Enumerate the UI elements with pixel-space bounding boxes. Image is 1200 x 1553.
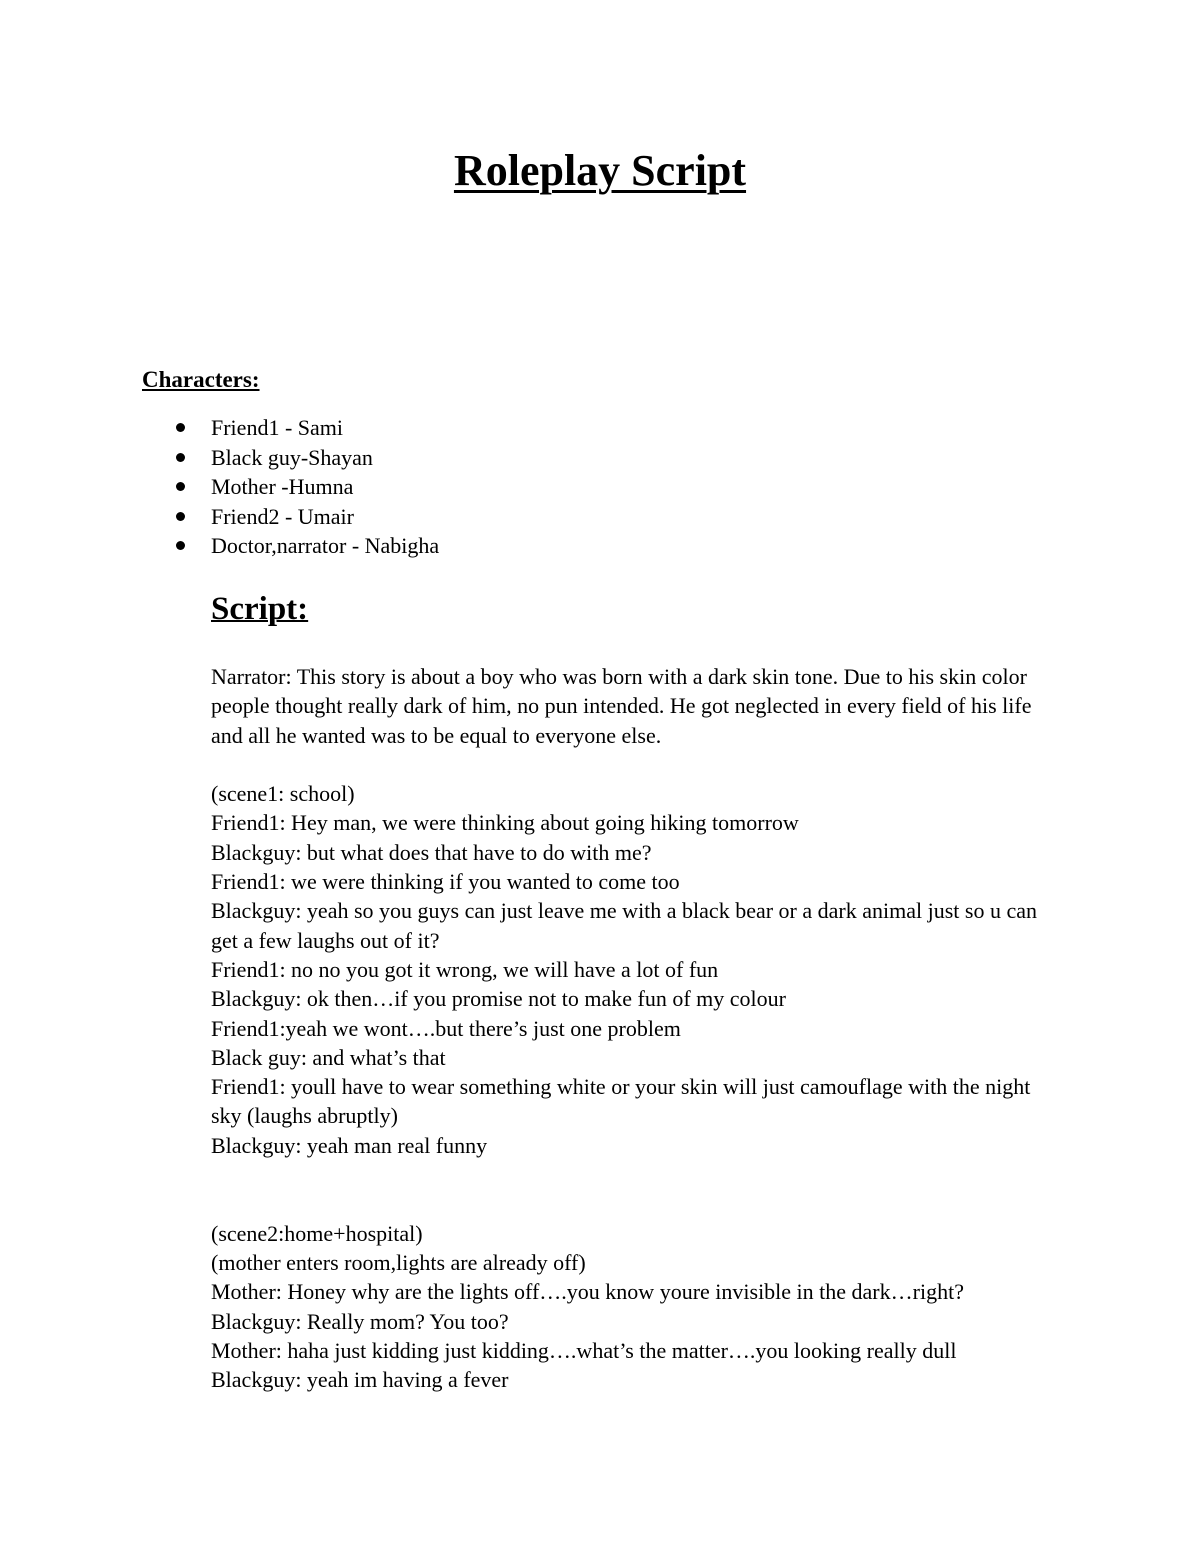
character-item	[142, 413, 439, 443]
script-body	[211, 662, 1071, 1394]
narration-paragraph: Narrator: This story is about a boy who was born with a dark skin tone. Due to his skin color people thought really dark of him, no pun intended. He got neglected in every field of his life and all he wanted was to be equal to everyone else.	[211, 664, 1032, 748]
character-label: Friend1 - Sami	[211, 415, 343, 440]
character-label: Doctor,narrator - Nabigha	[211, 533, 440, 558]
character-item	[142, 502, 439, 532]
character-item	[142, 531, 439, 561]
bullet-icon	[176, 453, 185, 462]
scene-heading: (scene2:home+hospital)	[211, 1220, 423, 1246]
dialogue-line: Blackguy: ok then…if you promise not to make fun of my colour	[211, 986, 786, 1012]
document-title: Roleplay Script	[453, 146, 747, 195]
character-item	[142, 472, 439, 502]
bullet-icon	[176, 512, 185, 521]
bullet-icon	[176, 541, 185, 550]
character-item	[142, 443, 439, 473]
dialogue-line: Mother: Honey why are the lights off….you know youre invisible in the dark…right?	[211, 1279, 964, 1305]
paragraph-spacer	[211, 750, 1071, 779]
dialogue-line: Blackguy: but what does that have to do with me?	[211, 839, 652, 865]
dialogue-line: Blackguy: yeah man real funny	[211, 1132, 488, 1158]
character-list	[142, 413, 439, 561]
character-label: Black guy-Shayan	[211, 444, 373, 470]
dialogue-line: Blackguy: Really mom? You too?	[211, 1308, 509, 1334]
dialogue-line: Friend1: we were thinking if you wanted to come too	[211, 869, 680, 895]
dialogue-line: Mother: haha just kidding just kidding….what’s the matter….you looking really dull	[211, 1337, 957, 1363]
bullet-icon	[176, 423, 185, 432]
dialogue-line: Friend1: Hey man, we were thinking about going hiking tomorrow	[211, 810, 799, 836]
dialogue-line: Friend1: youll have to wear something white or your skin will just camouflage with the night sky (laughs abruptly)	[211, 1074, 1031, 1129]
scene-spacer	[211, 1160, 1071, 1219]
dialogue-line: Friend1: no no you got it wrong, we will have a lot of fun	[211, 956, 719, 982]
script-heading: Script:	[211, 591, 309, 627]
dialogue-line: Blackguy: yeah so you guys can just leave me with a black bear or a dark animal just so u can get a few laughs out of it?	[211, 898, 1037, 953]
bullet-icon	[176, 482, 185, 491]
characters-heading: Characters:	[142, 367, 260, 392]
character-label: Mother -Humna	[211, 474, 354, 499]
scene-heading: (scene1: school)	[211, 781, 355, 807]
stage-direction: (mother enters room,lights are already off)	[211, 1249, 586, 1275]
dialogue-line: Black guy: and what’s that	[211, 1044, 446, 1070]
character-label: Friend2 - Umair	[211, 503, 354, 529]
dialogue-line: Friend1:yeah we wont….but there’s just one problem	[211, 1015, 681, 1041]
dialogue-line: Blackguy: yeah im having a fever	[211, 1367, 509, 1393]
